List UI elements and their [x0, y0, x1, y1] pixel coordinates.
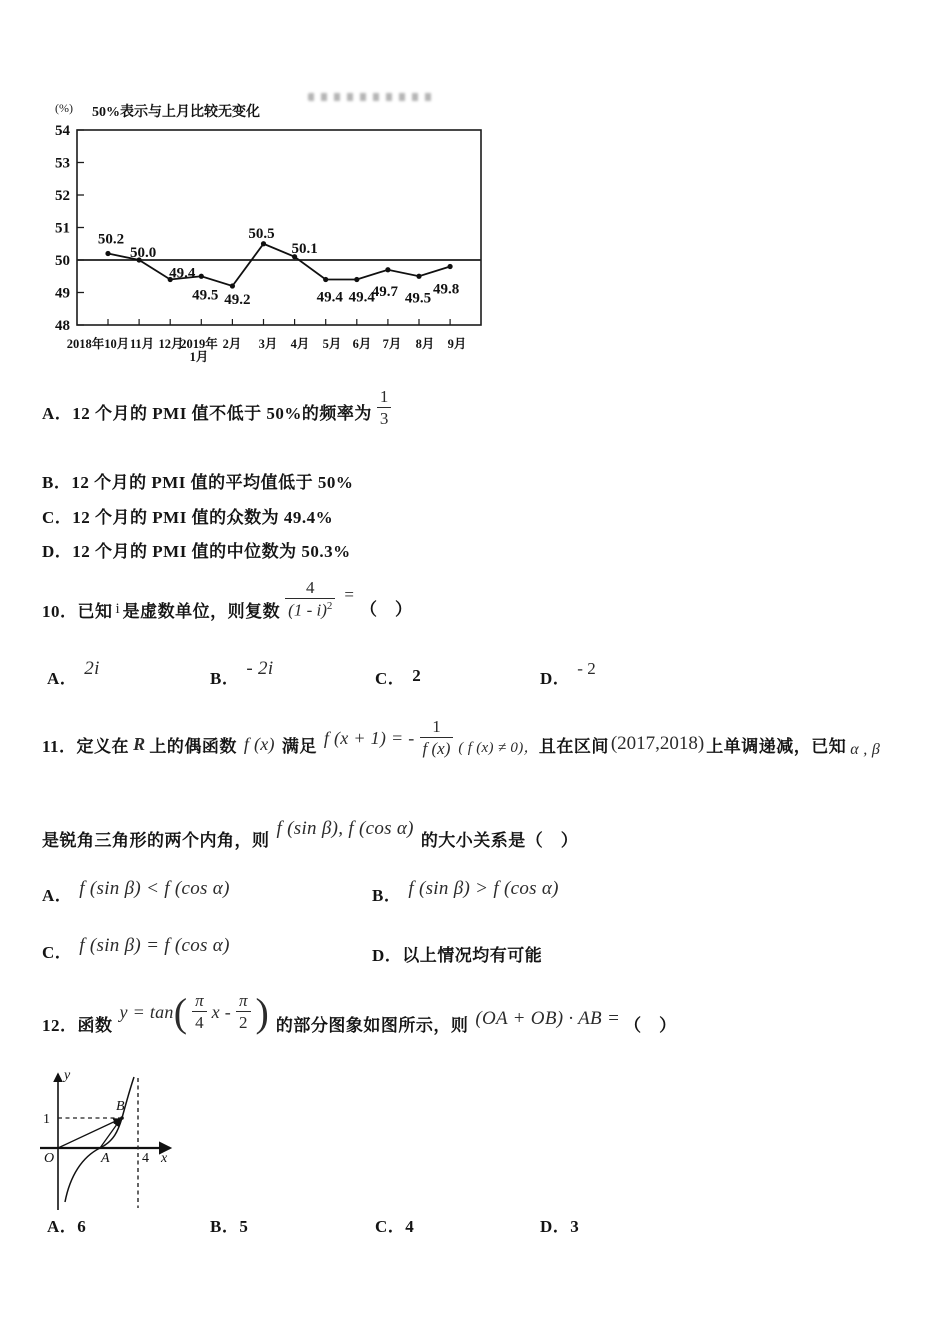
q11-line2-suffix: 的大小关系是（ ）: [420, 830, 579, 850]
y-tick-label: 53: [55, 155, 70, 172]
q10-stem: [42, 576, 412, 630]
q12-option-d-text: D．3: [540, 1217, 580, 1236]
x-tick-label: 2月: [222, 337, 242, 351]
denominator-exponent: 2: [326, 599, 333, 612]
x-tick-label: 4月: [290, 337, 310, 351]
y-tick-label: 51: [55, 220, 70, 237]
q9-option-c-text: C．12 个月的 PMI 值的众数为 49.4%: [42, 508, 334, 527]
q11-mid3: 且在区间: [538, 736, 609, 756]
point-B-label: B: [116, 1099, 125, 1114]
q11-mid4: 上单调递减，已知: [706, 736, 847, 756]
q11-option-c-label: C．: [42, 942, 73, 962]
q10-option-a-label: A．: [47, 668, 78, 688]
q9-option-a-label: A．: [42, 403, 73, 423]
q10-equals: =: [344, 585, 354, 604]
q11-fx: f (x): [243, 733, 275, 754]
q10-option-b-value: - 2i: [246, 658, 274, 679]
data-point: [323, 277, 328, 282]
q11-option-c: [42, 927, 230, 965]
q11-R-symbol: R: [133, 733, 146, 754]
x-tick-label: 6月: [352, 337, 372, 351]
origin-label: O: [44, 1151, 55, 1166]
q11-interval: (2017,2018): [610, 733, 705, 754]
q10-fraction: [285, 579, 335, 619]
q12-fraction-pi2: [236, 992, 251, 1032]
x-tick-label: 2019年: [180, 337, 218, 351]
q11-option-a: [42, 870, 230, 908]
q10-option-c-label: C．: [375, 668, 406, 688]
data-point-label: 49.4: [348, 289, 375, 306]
x-axis-label: x: [161, 1151, 168, 1166]
chart-subtitle: 50%表示与上月比较无变化: [92, 105, 260, 120]
q10-i-symbol: i: [115, 600, 120, 617]
data-point-label: 49.5: [404, 290, 432, 307]
fraction-denominator: f (x): [420, 737, 454, 758]
x-tick-label: 7月: [382, 337, 402, 351]
data-point-label: 49.2: [224, 292, 251, 308]
q10-option-b-label: B．: [210, 668, 240, 688]
tick-4-label: 4: [142, 1151, 149, 1166]
q10-answer-paren: （ ）: [359, 599, 413, 619]
q11-mid2: 满足: [281, 736, 317, 756]
q10-mid: 是虚数单位，则复数: [122, 601, 281, 621]
q12-answer-paren: （ ）: [624, 1015, 677, 1035]
data-point: [261, 241, 266, 246]
fraction-denominator: 2: [236, 1011, 251, 1032]
data-point-label: 49.8: [432, 281, 460, 298]
q10-option-d-value: - 2: [577, 659, 596, 678]
q11-option-b-value: f (sin β) > f (cos α): [408, 878, 559, 899]
pmi-series-line: [108, 244, 450, 286]
q10-option-d: [540, 658, 596, 694]
data-point-label: 49.7: [371, 283, 399, 300]
x-tick-label: 8月: [415, 337, 435, 351]
q9-option-b-text: B．12 个月的 PMI 值的平均值低于 50%: [42, 473, 354, 492]
tick-1-label: 1: [43, 1112, 50, 1127]
q11-option-c-value: f (sin β) = f (cos α): [79, 935, 230, 956]
q12-option-c-text: C．4: [375, 1217, 415, 1236]
q12-x-minus: x -: [211, 1001, 231, 1022]
fraction-numerator: 1: [432, 717, 441, 737]
q9-option-c: [42, 503, 333, 528]
q9-option-a-text: 12 个月的 PMI 值不低于 50%的频率为: [72, 403, 372, 423]
fraction-denominator: [285, 598, 335, 620]
q12-option-d: [540, 1212, 579, 1237]
x-tick-label: 11月: [129, 337, 155, 351]
y-tick-label: 48: [55, 318, 70, 334]
data-point: [230, 283, 235, 288]
q10-option-a-value: 2i: [84, 658, 100, 679]
x-tick-label: 2018年10月: [66, 337, 130, 351]
q11-mid1: 上的偶函数: [149, 736, 237, 756]
data-point-label: 50.0: [129, 245, 157, 261]
q10-option-b: [210, 658, 273, 694]
q12-vector-expression: (OA + OB) · AB =: [475, 1008, 621, 1029]
data-point-label: 49.4: [316, 289, 343, 306]
q11-alpha-beta: α , β: [850, 741, 881, 758]
fraction-denominator: 3: [377, 407, 392, 428]
data-point: [199, 274, 204, 279]
x-tick-label: 3月: [258, 337, 278, 351]
fraction-numerator: π: [195, 991, 204, 1011]
data-point-label: 50.2: [97, 231, 125, 248]
y-tick-label: 52: [55, 188, 70, 204]
q10-option-c-value: 2: [412, 666, 422, 685]
point-B: [120, 1116, 124, 1120]
y-tick-label: 49: [55, 285, 70, 302]
q11-option-b: [372, 870, 559, 908]
q10-option-a: [47, 658, 100, 694]
q9-option-b: [42, 468, 353, 493]
data-point-label: 49.5: [192, 287, 219, 304]
q11-line2-pre: 是锐角三角形的两个内角，则: [42, 830, 270, 850]
fraction-numerator: 1: [379, 387, 389, 407]
chart-unit-label: (%): [55, 101, 73, 115]
fraction-denominator: 4: [192, 1011, 207, 1032]
point-A-label: A: [101, 1151, 110, 1166]
y-tick-label: 50: [55, 253, 70, 269]
q10-prefix: 10．已知: [42, 601, 113, 621]
q11-condition: ( f (x) ≠ 0)，: [458, 739, 539, 756]
q11-feq-left: f (x + 1) = -: [323, 727, 415, 748]
q12-y-equals-tan: y = tan: [119, 1001, 174, 1022]
q9-option-d-text: D．12 个月的 PMI 值的中位数为 50.3%: [42, 542, 351, 561]
tan-function-figure: [30, 1062, 185, 1220]
x-tick-label: 12月: [158, 337, 184, 351]
q11-stem-line2: [42, 818, 578, 858]
x-tick-label: 5月: [322, 337, 342, 351]
q10-option-d-label: D．: [540, 668, 571, 688]
x-tick-label-line2: 1月: [189, 350, 209, 364]
y-tick-label: 54: [55, 123, 70, 139]
q9-option-d: [42, 537, 351, 562]
q12-fraction-pi4: [192, 992, 207, 1032]
q11-fraction: [420, 718, 454, 758]
q9-option-a-fraction: [377, 388, 392, 428]
q12-option-b: [210, 1212, 248, 1237]
q12-option-c: [375, 1212, 414, 1237]
q12-option-a: [47, 1212, 86, 1237]
q11-stem-line1: [42, 712, 880, 776]
data-point: [385, 267, 390, 272]
denominator-base: (1 - i): [288, 600, 327, 620]
data-point-label: 50.1: [291, 240, 318, 257]
y-axis-label: y: [64, 1068, 71, 1083]
q12-stem: 12．函数 y = tan ( $\frac{\pi}{4}$ x - $\frac{\pi}{2}$ ) 的部分图象如图所示，则 (OA + OB) · AB = （ ）: [42, 990, 677, 1035]
q12-option-b-text: B．5: [210, 1217, 249, 1236]
q12-option-a-text: A．6: [47, 1217, 87, 1236]
data-point-label: 50.5: [248, 225, 275, 242]
q11-option-d: [372, 938, 542, 968]
data-point: [448, 264, 453, 269]
q11-line2-formula: f (sin β), f (cos α): [276, 818, 414, 839]
q11-option-d-text: D．以上情况均有可能: [372, 945, 543, 965]
q10-option-c: [375, 658, 421, 694]
q11-option-b-label: B．: [372, 885, 402, 905]
data-point: [105, 251, 110, 256]
data-point-label: 49.4: [169, 265, 196, 282]
fraction-numerator: π: [239, 991, 248, 1011]
q12-prefix: 12．函数: [42, 1015, 113, 1035]
q11-option-a-label: A．: [42, 885, 73, 905]
pmi-line-chart: [40, 88, 510, 373]
fraction-numerator: 4: [306, 577, 315, 597]
data-point: [416, 274, 421, 279]
q11-option-a-value: f (sin β) < f (cos α): [79, 878, 230, 899]
x-tick-label: 9月: [447, 337, 467, 351]
q12-suffix: 的部分图象如图所示，则: [275, 1015, 469, 1035]
data-point: [354, 277, 359, 282]
q11-prefix: 11．定义在: [42, 736, 130, 756]
q9-option-a: [42, 386, 396, 436]
